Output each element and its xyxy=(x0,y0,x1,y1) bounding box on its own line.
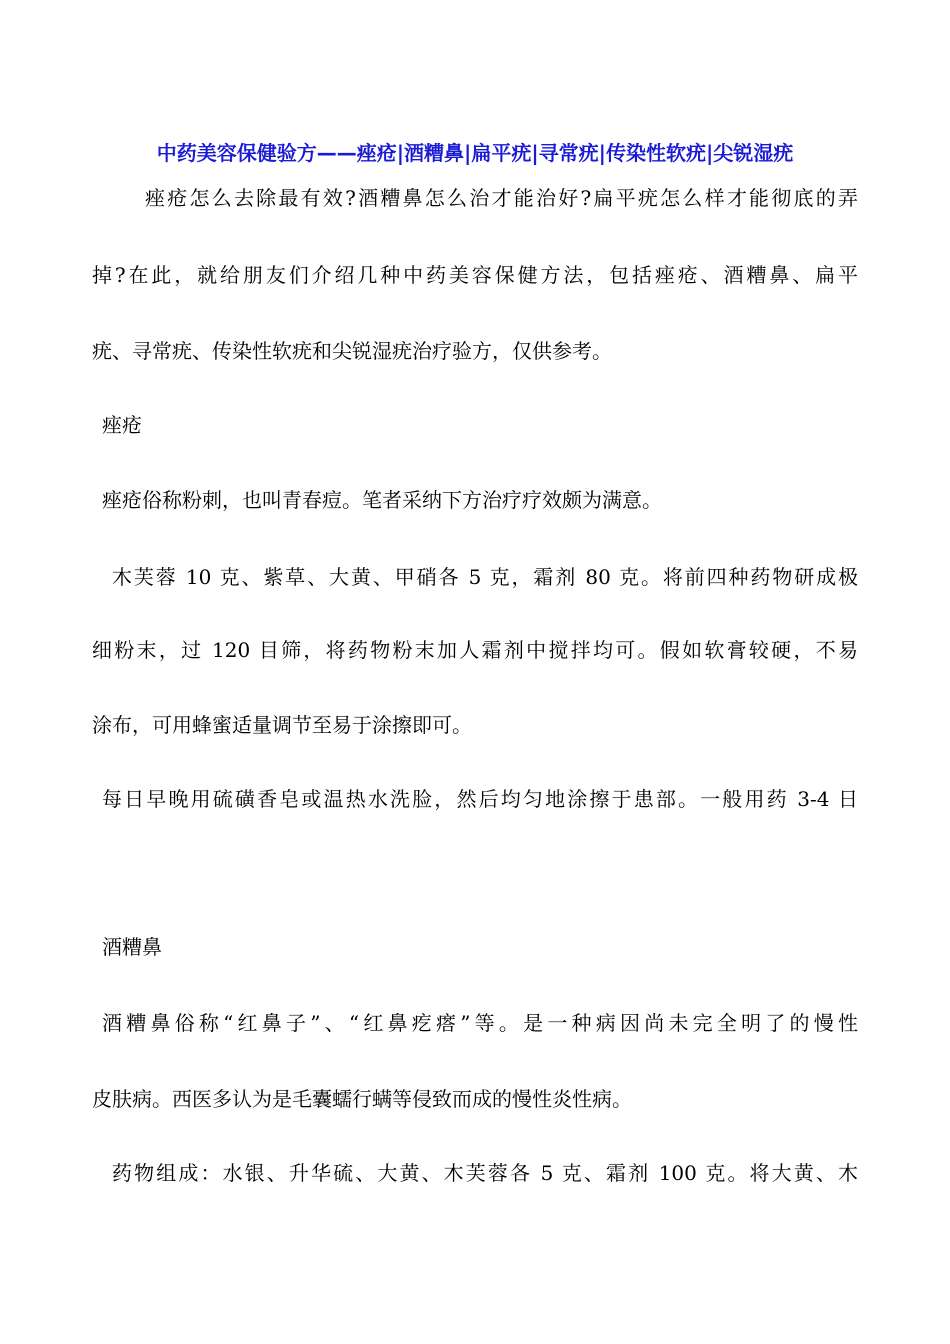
acne-description: 痤疮俗称粉刺，也叫青春痘。笔者采纳下方治疗疗效颇为满意。 xyxy=(102,488,662,512)
acne-formula-line-1: 木芙蓉 10 克、紫草、大黄、甲硝各 5 克，霜剂 80 克。将前四种药物研成极 xyxy=(112,565,858,589)
rosacea-description-line-2: 皮肤病。西医多认为是毛囊蠕行螨等侵致而成的慢性炎性病。 xyxy=(92,1087,632,1111)
document-title: 中药美容保健验方——痤疮|酒糟鼻|扁平疣|寻常疣|传染性软疣|尖锐湿疣 xyxy=(156,141,794,165)
acne-usage: 每日早晚用硫磺香皂或温热水洗脸，然后均匀地涂擦于患部。一般用药 3-4 日 xyxy=(102,787,858,811)
intro-line-3: 疣、寻常疣、传染性软疣和尖锐湿疣治疗验方，仅供参考。 xyxy=(92,339,612,363)
rosacea-description-line-1: 酒糟鼻俗称“红鼻子”、“红鼻疙瘩”等。是一种病因尚未完全明了的慢性 xyxy=(102,1011,858,1035)
acne-formula-line-2: 细粉末，过 120 目筛，将药物粉末加人霜剂中搅拌均可。假如软膏较硬，不易 xyxy=(92,638,858,662)
intro-line-1: 痤疮怎么去除最有效?酒糟鼻怎么治才能治好?扁平疣怎么样才能彻底的弄 xyxy=(145,186,858,210)
rosacea-formula: 药物组成：水银、升华硫、大黄、木芙蓉各 5 克、霜剂 100 克。将大黄、木 xyxy=(112,1161,858,1185)
rosacea-heading: 酒糟鼻 xyxy=(102,935,162,959)
acne-formula-line-3: 涂布，可用蜂蜜适量调节至易于涂擦即可。 xyxy=(92,713,472,737)
intro-line-2: 掉?在此，就给朋友们介绍几种中药美容保健方法，包括痤疮、酒糟鼻、扁平 xyxy=(92,263,858,287)
acne-heading: 痤疮 xyxy=(102,413,142,437)
